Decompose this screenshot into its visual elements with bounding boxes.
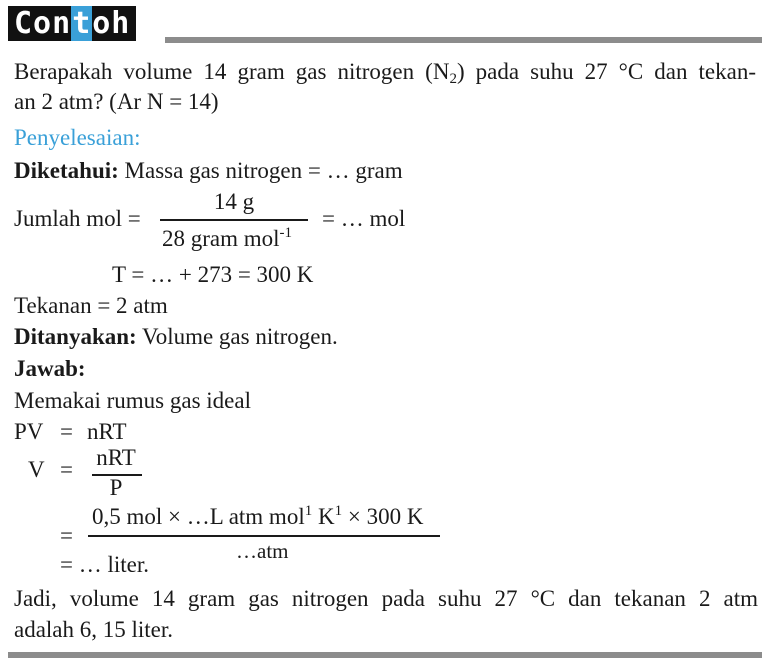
eq1-equals: = xyxy=(60,419,73,444)
eq1-right: nRT xyxy=(87,419,127,444)
eq3-num-b: K xyxy=(312,504,335,529)
asked-label: Ditanyakan: xyxy=(14,324,137,349)
eq3-num-sup2: 1 xyxy=(334,503,343,519)
mol-numerator: 14 g xyxy=(213,189,255,214)
pressure-line: Tekanan = 2 atm xyxy=(14,293,168,318)
answer-label xyxy=(14,355,86,383)
eq3-denominator: …atm xyxy=(236,539,289,563)
given-label: Diketahui: xyxy=(14,158,119,183)
eq3-fraction-bar xyxy=(88,535,440,537)
header-title-part1: Con xyxy=(14,6,72,41)
asked-text: Volume gas nitrogen. xyxy=(142,324,338,349)
answer-label-text: Jawab: xyxy=(14,356,86,381)
header-rule xyxy=(165,37,762,43)
example-header xyxy=(8,6,136,41)
mol-result: = … mol xyxy=(322,206,406,231)
question-text-a: Berapakah volume 14 gram gas nitrogen (N xyxy=(14,59,450,84)
eq1-left: PV xyxy=(14,419,44,444)
eq3-num-c: × 300 K xyxy=(342,504,424,529)
eq4-line: = … liter. xyxy=(60,552,149,577)
question-text-b: ) pada suhu 27 °C dan tekan- xyxy=(456,59,756,84)
mol-denominator xyxy=(162,225,292,253)
conclusion-line-1: Jadi, volume 14 gram gas nitrogen pada suhu 27 °C dan tekanan 2 atm xyxy=(14,586,758,611)
eq2-equals: = xyxy=(60,457,73,482)
question-subscript: 2 xyxy=(449,71,457,87)
given-line xyxy=(14,157,403,185)
eq3-num-a: 0,5 mol × …L atm mol xyxy=(92,504,305,529)
temperature-line: T = … + 273 = 300 K xyxy=(112,262,314,287)
solution-heading: Penyelesaian: xyxy=(14,125,141,150)
eq3-num-sup1: 1 xyxy=(304,503,313,519)
mol-denominator-text: 28 gram mol xyxy=(162,226,280,251)
eq3-equals: = xyxy=(60,523,73,548)
asked-line xyxy=(14,323,338,351)
mol-denominator-sup: -1 xyxy=(279,225,293,241)
mol-label: Jumlah mol = xyxy=(14,206,141,231)
method-line: Memakai rumus gas ideal xyxy=(14,388,251,413)
bottom-rule xyxy=(8,652,762,658)
question-line-1 xyxy=(14,58,756,86)
given-text: Massa gas nitrogen = … gram xyxy=(124,158,403,183)
eq2-denominator: P xyxy=(109,475,123,500)
header-title-part2: oh xyxy=(92,6,131,41)
header-title-highlight: t xyxy=(72,6,92,41)
eq2-numerator: nRT xyxy=(96,445,136,470)
eq2-left: V xyxy=(28,457,45,482)
eq3-numerator xyxy=(92,503,423,531)
question-line-2: an 2 atm? (Ar N = 14) xyxy=(14,89,219,114)
conclusion-line-2: adalah 6, 15 liter. xyxy=(14,617,174,642)
mol-fraction-bar xyxy=(160,219,308,221)
